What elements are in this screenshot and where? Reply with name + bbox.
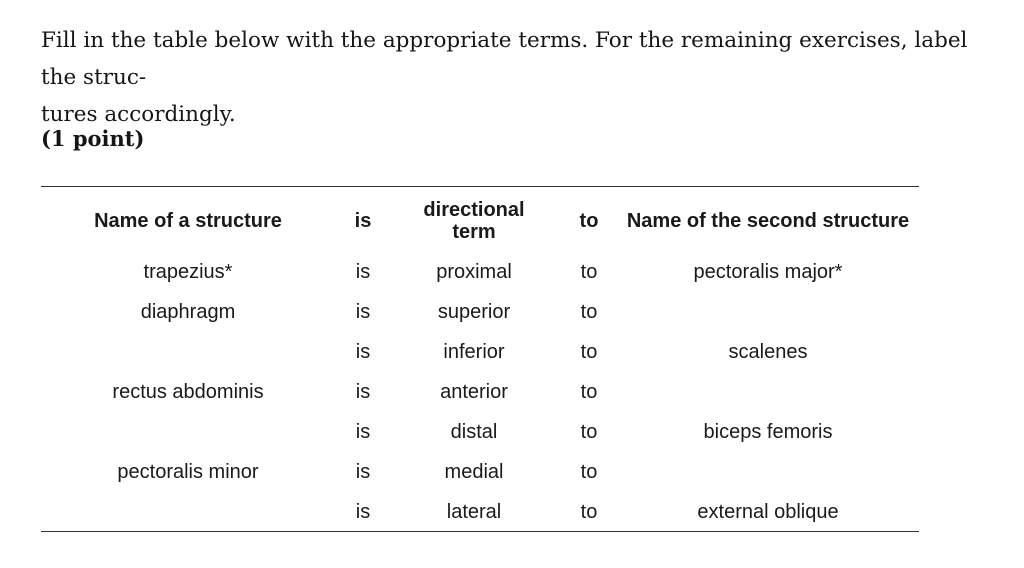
table-top-rule: [41, 186, 919, 187]
cell-is: is: [355, 341, 371, 363]
cell-second-structure: biceps femoris: [703, 421, 833, 443]
cell-second-structure: [623, 458, 913, 486]
cell-is: is: [355, 501, 371, 523]
header-is: is: [354, 210, 372, 232]
cell-is: is: [355, 301, 371, 323]
cell-is: is: [355, 261, 371, 283]
header-structure-name: Name of a structure: [94, 210, 282, 232]
table-row: [41, 418, 919, 458]
header-directional-line-2: term: [452, 221, 496, 243]
cell-structure-name: [41, 418, 335, 446]
table-bottom-rule: [41, 531, 919, 532]
cell-structure-name: diaphragm: [140, 301, 236, 323]
cell-structure-name: rectus abdominis: [112, 381, 264, 403]
cell-to: to: [580, 461, 598, 483]
instructions-line-1: Fill in the table below with the appropriate terms. For the remaining exercises, label the struc-: [41, 28, 968, 90]
cell-directional-term: superior: [437, 301, 511, 323]
header-to: to: [579, 210, 599, 232]
header-directional-term: [417, 196, 531, 246]
table-header-row: [41, 188, 919, 254]
cell-second-structure: external oblique: [697, 501, 839, 523]
table-row: [41, 258, 919, 298]
cell-is: is: [355, 421, 371, 443]
cell-is: is: [355, 381, 371, 403]
cell-to: to: [580, 261, 598, 283]
cell-directional-term: lateral: [446, 501, 502, 523]
cell-structure-name: pectoralis minor: [117, 461, 259, 483]
cell-second-structure: pectoralis major*: [693, 261, 843, 283]
table-body: [41, 258, 919, 538]
cell-directional-term: anterior: [440, 381, 508, 403]
cell-second-structure: [623, 298, 913, 326]
cell-directional-term: proximal: [436, 261, 512, 283]
cell-is: is: [355, 461, 371, 483]
cell-to: to: [580, 301, 598, 323]
cell-second-structure: [623, 378, 913, 406]
cell-to: to: [580, 421, 598, 443]
table-row: [41, 458, 919, 498]
cell-structure-name: [41, 498, 335, 526]
table-row: [41, 298, 919, 338]
points-label: (1 point): [41, 126, 145, 151]
header-second-structure: Name of the second structure: [626, 210, 910, 232]
table-row: [41, 498, 919, 538]
header-directional-line-1: directional: [423, 199, 525, 221]
cell-structure-name: [41, 338, 335, 366]
instructions-paragraph: [41, 22, 991, 133]
cell-to: to: [580, 501, 598, 523]
cell-to: to: [580, 381, 598, 403]
cell-to: to: [580, 341, 598, 363]
instructions-line-2: tures accordingly.: [41, 102, 236, 127]
cell-structure-name: trapezius*: [143, 261, 233, 283]
cell-directional-term: medial: [444, 461, 504, 483]
table-row: [41, 338, 919, 378]
cell-second-structure: scalenes: [728, 341, 808, 363]
cell-directional-term: inferior: [443, 341, 505, 363]
table-row: [41, 378, 919, 418]
cell-directional-term: distal: [450, 421, 498, 443]
